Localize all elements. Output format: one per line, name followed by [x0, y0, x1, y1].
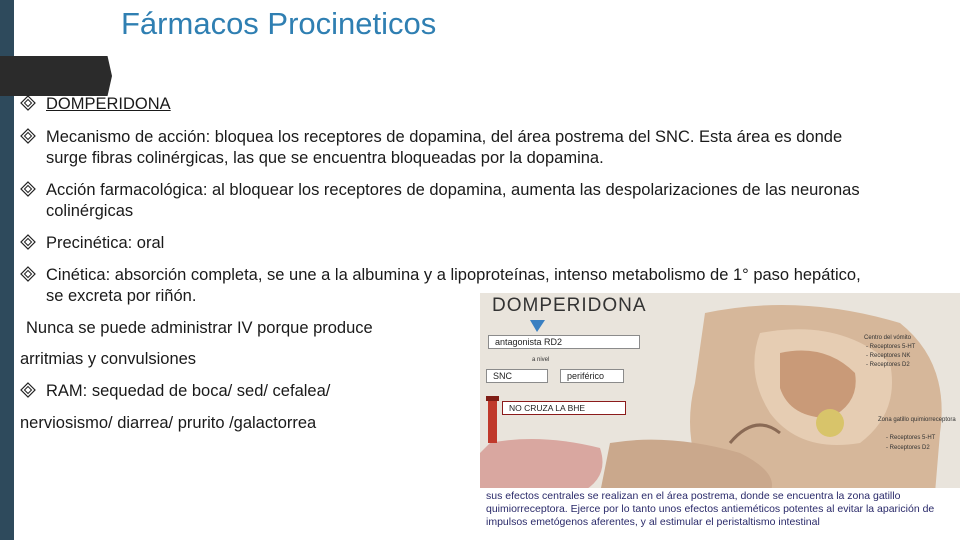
slide-title: Fármacos Procineticos	[121, 6, 437, 41]
title-accent-tab	[0, 56, 112, 96]
bullet-text-line: Cinética: absorción completa, se une a la albumina y a lipoproteínas, intenso metabolismo de 1° paso hepático,	[46, 266, 861, 284]
domperidona-figure	[480, 293, 960, 540]
vomit-center-label: Centro del vómito	[864, 335, 912, 341]
bullet-text-line: Acción farmacológica: al bloquear los receptores de dopamina, aumenta las despolarizaciones de las neuronas	[46, 181, 860, 199]
no-cruza-label: NO CRUZA LA BHE	[502, 401, 626, 415]
receptor-label: - Receptores NK	[866, 353, 911, 359]
diamond-bullet-icon	[20, 95, 36, 111]
diamond-bullet-icon	[20, 234, 36, 250]
diamond-bullet-icon	[20, 266, 36, 282]
receptor-label: - Receptores D2	[866, 362, 910, 368]
bullet-text-line: surge fibras colinérgicas, las que se encuentra bloqueadas por la dopamina.	[46, 149, 604, 167]
figure-caption: sus efectos centrales se realizan en el área postrema, donde se encuentra la zona gatillo quimiorreceptora. Ejerce por lo tanto unos efectos antieméticos potentes al evitar la aparición de impulsos emetógenos aferentes, y al estimular el peristaltismo intestinal	[480, 488, 960, 540]
diamond-bullet-icon	[20, 382, 36, 398]
zone-receptor-label: - Receptores 5-HT	[886, 435, 936, 441]
zone-receptor-label: - Receptores D2	[886, 445, 930, 451]
bullet-heading: DOMPERIDONA	[46, 95, 171, 113]
bullet-text-line: colinérgicas	[46, 202, 134, 220]
diamond-bullet-icon	[20, 128, 36, 144]
figure-title: DOMPERIDONA	[492, 295, 647, 316]
ram-text: RAM: sequedad de boca/ sed/ cefalea/	[46, 382, 331, 400]
bullet-text-line: se excreta por riñón.	[46, 287, 197, 305]
receptor-label: - Receptores 5-HT	[866, 344, 916, 350]
zone-label: Zona gatillo quimiorreceptora	[878, 417, 956, 423]
antagonist-label: antagonista RD2	[488, 335, 640, 349]
periferico-label: periférico	[560, 369, 624, 383]
bullet-text-line: Mecanismo de acción: bloquea los receptores de dopamina, del área postrema del SNC. Esta área es donde	[46, 128, 843, 146]
bullet-text-line: Precinética: oral	[46, 234, 165, 252]
note-line: arritmias y convulsiones	[20, 350, 197, 368]
snc-label: SNC	[486, 369, 548, 383]
ram-continuation: nerviosismo/ diarrea/ prurito /galactorrea	[20, 414, 317, 432]
diamond-bullet-icon	[20, 181, 36, 197]
a-nivel-label: a nivel	[532, 357, 550, 363]
note-line: Nunca se puede administrar IV porque produce	[26, 319, 373, 337]
